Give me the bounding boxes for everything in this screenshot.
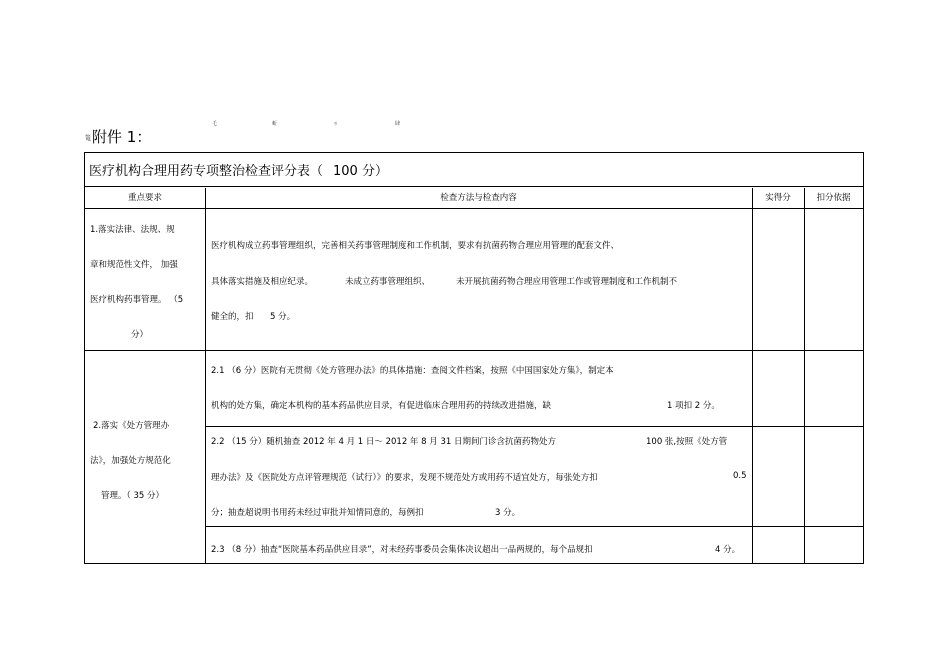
- check-item-line: 理办法》及《医院处方点评管理规范（试行）》的要求，发现不规范处方或用药不适宜处方，每张处方扣: [211, 473, 598, 483]
- attachment-label: 附件 1：: [92, 128, 152, 146]
- check-item-line: 2.3 （8 分）抽查“医院基本药品供应目录”，对未经药事委员会集体决议超出一品两规的，每个品规扣: [211, 545, 593, 555]
- item-divider: [205, 426, 863, 427]
- check-item-line: 100 张,按照《处方管: [646, 437, 728, 447]
- row-divider: [85, 350, 863, 351]
- check-item-line: 3 分。: [495, 508, 521, 518]
- check-content-line: 健全的，扣: [211, 312, 254, 322]
- check-content-line: 具体落实措施及相应纪录。: [211, 277, 314, 287]
- table-title-points: 100 分）: [333, 164, 388, 179]
- check-content-line: 未成立药事管理组织、: [345, 277, 431, 287]
- requirement-text: 分）: [131, 330, 149, 340]
- check-content-line: 5 分。: [270, 312, 296, 322]
- column-divider: [804, 188, 805, 563]
- scoring-table: [84, 152, 864, 564]
- header-glyph: ㄌ: [333, 121, 339, 127]
- column-divider: [205, 188, 206, 563]
- attachment-heading: [85, 126, 151, 147]
- requirement-text: 医疗机构药事管理。 （5: [90, 295, 184, 305]
- requirement-text: 管理。（ 35 分）: [101, 491, 164, 501]
- header-glyph: 蚯: [272, 121, 278, 127]
- column-header-requirement: 重点要求: [127, 193, 162, 203]
- check-item-line: 分；抽查超说明书用药未经过审批并知情同意的，每例扣: [211, 508, 424, 518]
- requirement-text: 法》，加强处方规范化: [90, 456, 171, 466]
- check-item-line: 1 项扣 2 分。: [667, 401, 720, 411]
- item-divider: [205, 526, 863, 527]
- column-divider: [752, 188, 753, 563]
- column-header-basis: 扣分依据: [816, 193, 851, 203]
- check-content-line: 医疗机构成立药事管理组织，完善相关药事管理制度和工作机制，要求有抗菌药物合理应用管理的配套文件、: [211, 241, 620, 251]
- column-header-method: 检查方法与检查内容: [440, 193, 517, 203]
- check-item-line: 2.2 （15 分）随机抽查 2012 年 4 月 1 日～ 2012 年 8 月 31 日期间门诊含抗菌药物处方: [211, 437, 556, 447]
- header-glyph: 乇: [212, 121, 218, 127]
- check-item-line: 4 分。: [715, 545, 741, 555]
- requirement-text: 1.落实法律、法规、规: [90, 225, 175, 235]
- requirement-text: 章和规范性文件， 加强: [90, 260, 178, 270]
- check-content-line: 未开展抗菌药物合理应用管理工作或管理制度和工作机制不: [456, 277, 678, 287]
- table-title: [85, 153, 863, 187]
- header-row-divider: [85, 208, 863, 209]
- check-item-line: 0.5: [733, 471, 747, 481]
- check-item-line: 机构的处方集，确定本机构的基本药品供应目录，有促进临床合理用药的持续改进措施，缺: [211, 401, 552, 411]
- check-item-line: 2.1 （6 分）医院有无贯彻《处方管理办法》的具体措施：查阅文件档案，按照《中国国家处方集》，制定本: [211, 366, 614, 376]
- requirement-text: 2.落实《处方管理办: [93, 421, 170, 431]
- header-glyph: 肆: [395, 121, 401, 127]
- table-title-text: 医疗机构合理用药专项整治检查评分表（: [89, 164, 324, 179]
- attachment-prefix: 篭: [85, 135, 92, 142]
- column-header-score: 实得分: [765, 193, 791, 203]
